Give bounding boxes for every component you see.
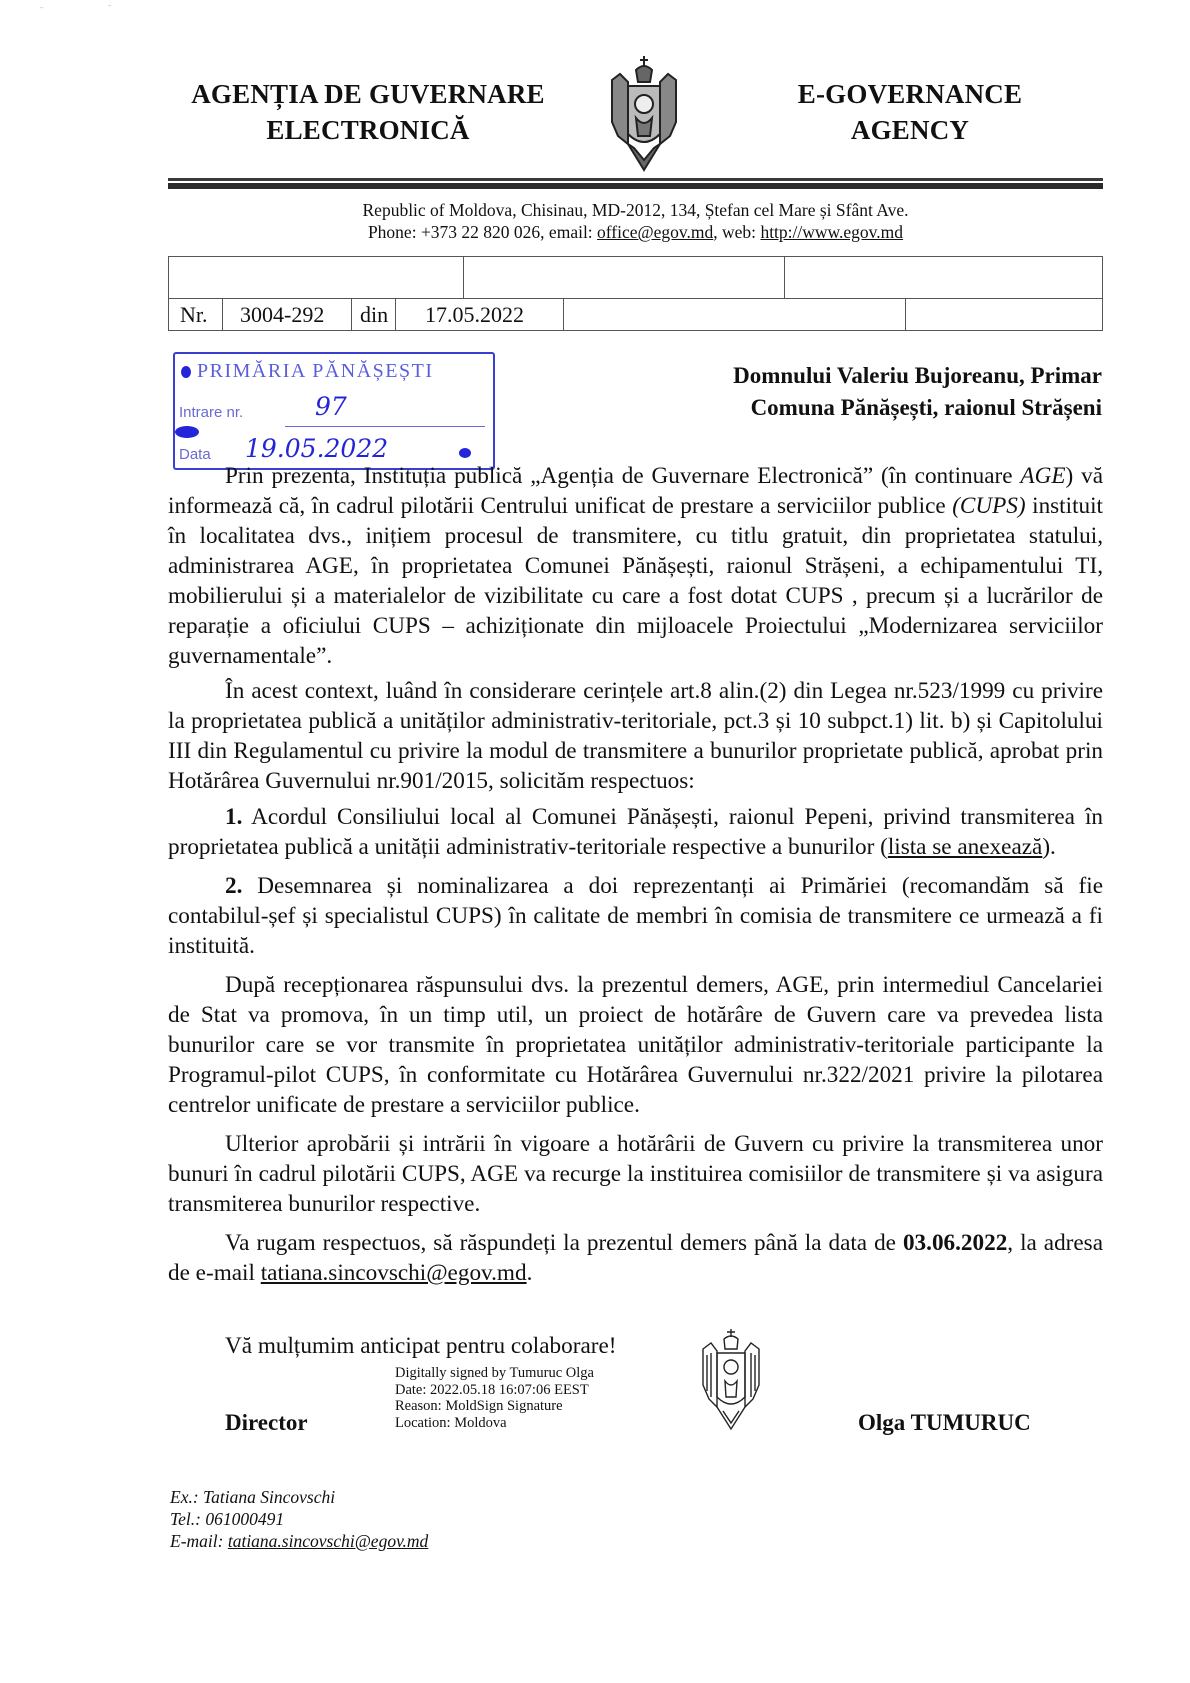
web-link[interactable]: http://www.egov.md (760, 222, 904, 242)
signature-location: Location: Moldova (395, 1414, 507, 1431)
request-item-1 (168, 802, 1103, 862)
executor-email-label: E-mail: (170, 1531, 228, 1551)
header-divider-thin (168, 178, 1103, 181)
addressee-name: Domnului Valeriu Bujoreanu, Primar (733, 363, 1102, 388)
ink-blot (459, 448, 471, 458)
item-text: Acordul Consiliului local al Comunei Pănășești, raionul Pepeni, privind transmiterea în proprietatea publică a unității administrativ-teritoriale respective a bunurilor ( (168, 804, 1103, 860)
signature-date: Date: 2022.05.18 16:07:06 EEST (395, 1381, 589, 1398)
executor-phone: Tel.: 061000491 (170, 1509, 285, 1529)
paragraph-intro (168, 461, 1103, 671)
closing-thanks: Vă mulțumim anticipat pentru colaborare! (225, 1333, 617, 1359)
agency-name-en-line1: E-GOVERNANCE (797, 79, 1023, 109)
reg-cell-blank (463, 256, 785, 298)
agency-name-ro (178, 76, 558, 148)
stamp-title: PRIMĂRIA PĂNĂȘEȘTI (197, 360, 434, 382)
reg-cell-blank (905, 298, 1103, 331)
deadline-date: 03.06.2022 (902, 1230, 1008, 1256)
agency-name-en (760, 76, 1060, 148)
executor-email-link[interactable]: tatiana.sincovschi@egov.md (227, 1531, 429, 1551)
paragraph-next-steps: După recepționarea răspunsului dvs. la prezentul demers, AGE, prin intermediul Cancelariei de Stat va promova, în un timp util, un proiect de hotărâre de Guvern care va prevedea lista bunurilor care se vor transmite în proprietatea unităților administrativ-teritoriale participante la Programul-pilot CUPS, în conformitate cu Hotărârea Guvernului nr.322/2021 privire la pilotarea centrelor unificate de prestare a serviciilor publice. (168, 972, 1103, 1118)
signer-name: Olga TUMURUC (858, 1410, 1031, 1435)
age-abbr: AGE (1020, 463, 1066, 489)
deadline-text: , la adresa de e-mail (168, 1230, 1103, 1286)
annex-link[interactable]: lista se anexează (887, 834, 1043, 860)
letter-body (168, 461, 1103, 1288)
signature-signer: Digitally signed by Tumuruc Olga (395, 1365, 594, 1381)
reg-nr-label: Nr. (180, 302, 208, 327)
stamp-entry-label: Intrare nr. (179, 404, 244, 421)
signature-reason: Reason: MoldSign Signature (395, 1398, 563, 1414)
scan-speck: ˉ (40, 6, 44, 17)
request-item-2 (168, 871, 1103, 961)
item-text: ). (1042, 834, 1056, 860)
reg-cell-blank (784, 256, 1103, 298)
paragraph-commission: Ulterior aprobării și intrării în vigoare a hotărârii de Guvern cu privire la transmiterea unor bunuri în cadrul pilotării CUPS, AGE va recurge la instituirea comisiilor de transmitere și va asigura transmiterea bunurilor respective. (168, 1131, 1103, 1217)
item-text: Desemnarea și nominalizarea a doi reprezentanți ai Primăriei (recomandăm să fie contabilul-șef și specialistul CUPS) în calitate de membri în comisia de transmitere ce urmează a fi instituită. (168, 873, 1103, 959)
header-divider-thick (168, 183, 1103, 189)
cups-abbr: (CUPS) (952, 493, 1026, 519)
executor-name: Ex.: Tatiana Sincovschi (170, 1487, 336, 1507)
web-label: , web: (713, 222, 761, 242)
addressee-block (733, 360, 1102, 424)
executor-block (170, 1486, 428, 1552)
reg-din-label: din (360, 302, 389, 327)
reg-cell-blank (168, 256, 464, 298)
signer-role: Director (225, 1410, 308, 1435)
agency-name-ro-line2: ELECTRONICĂ (266, 115, 470, 145)
moldova-coat-of-arms-icon (598, 52, 690, 174)
agency-name-ro-line1: AGENȚIA DE GUVERNARE (191, 79, 545, 109)
item-number: 1. (225, 804, 243, 830)
email-link[interactable]: office@egov.md (597, 222, 714, 242)
addressee-locality: Comuna Pănășești, raionul Strășeni (750, 395, 1102, 420)
digital-signature-info (395, 1365, 594, 1431)
reg-date-value: 17.05.2022 (425, 302, 524, 327)
reg-nr-value: 3004-292 (240, 302, 325, 327)
deadline-text: . (526, 1260, 533, 1286)
stamp-date-value: 19.05.2022 (245, 434, 389, 463)
agency-name-en-line2: AGENCY (850, 115, 970, 145)
deadline-text: Va rugam respectuos, să răspundeți la prezentul demers până la data de (225, 1230, 903, 1256)
paragraph-deadline (168, 1228, 1103, 1288)
agency-address: Republic of Moldova, Chisinau, MD-2012, 134, Ștefan cel Mare și Sfânt Ave. (362, 200, 909, 220)
ink-blot (181, 366, 191, 378)
stamp-entry-value: 97 (315, 392, 347, 421)
ink-blot (175, 426, 199, 438)
intro-text: ) vă informează că, în cadrul pilotării Centrului unificat de prestare a serviciilor publice (168, 463, 1103, 519)
stamp-line (285, 426, 485, 427)
item-number: 2. (225, 873, 243, 899)
agency-contacts (168, 221, 1103, 243)
paragraph-context: În acest context, luând în considerare cerințele art.8 alin.(2) din Legea nr.523/1999 cu privire la proprietatea publică a unităților administrativ-teritoriale, pct.3 și 10 subpct.1) lit. b) și Capitolului III din Regulamentul cu privire la modul de transmitere a bunurilor proprietate publică, aprobat prin Hotărârea Guvernului nr.901/2015, solicităm respectuos: (168, 678, 1103, 794)
incoming-registration-stamp (173, 352, 495, 470)
scan-speck: ˜ (108, 4, 112, 15)
intro-text: instituit în localitatea dvs., inițiem procesul de transmitere, cu titlu gratuit, din proprietatea statului, administrarea AGE, în proprietatea Comunei Pănășești, raionul Strășeni, a echipamentului TI, mobilierului și a materialelor de vizibilitate cu care a fost dotat CUPS , precum și a lucrărilor de reparație a oficiului CUPS – achiziționate din mijloacele Proiectului „Modernizarea serviciilor guvernamentale”. (168, 493, 1103, 669)
reply-email-link[interactable]: tatiana.sincovschi@egov.md (260, 1260, 527, 1286)
moldova-coat-of-arms-icon (695, 1325, 767, 1433)
phone-text: Phone: +373 22 820 026, email: (367, 222, 598, 242)
intro-text: Prin prezenta, Instituția publică „Agenția de Guvernare Electronică” (în continuare (225, 463, 1021, 489)
executor-email (170, 1530, 428, 1552)
stamp-date-label: Data (179, 446, 211, 463)
